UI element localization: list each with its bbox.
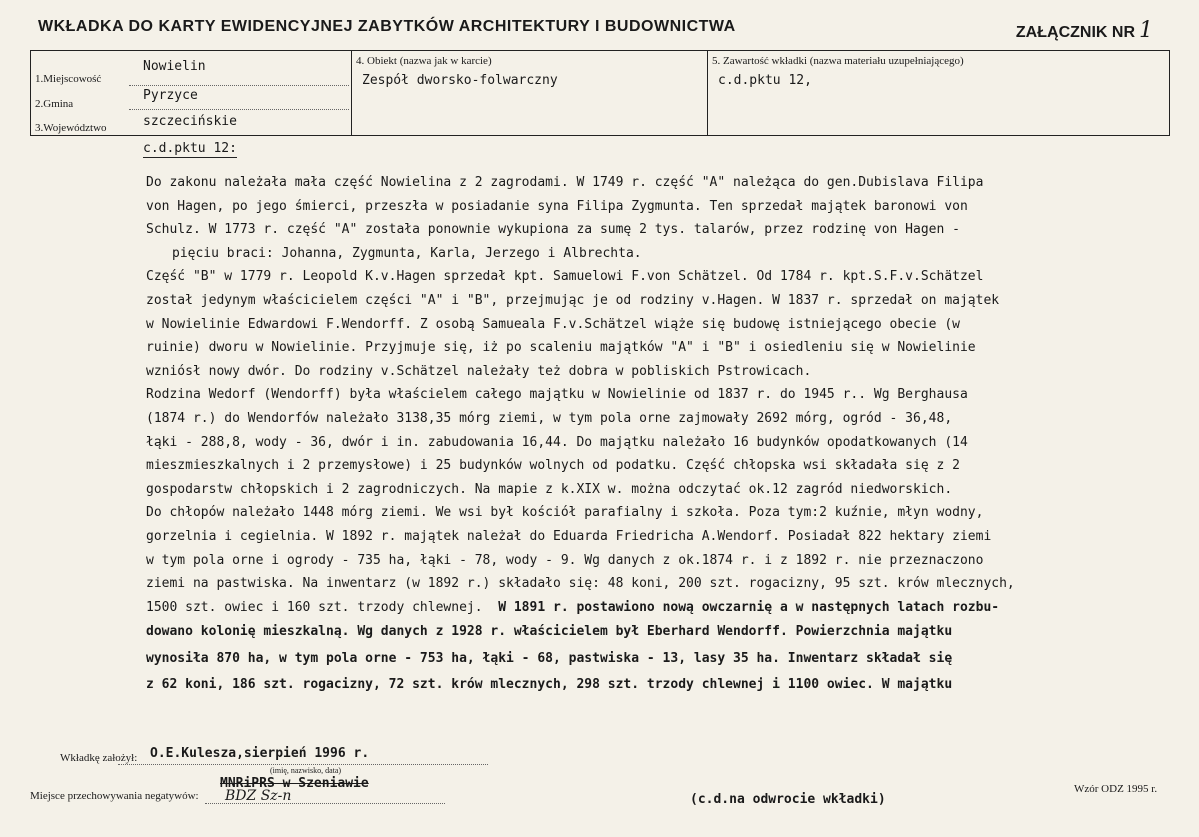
field-line-miejscowosc — [129, 85, 349, 86]
text-line: Rodzina Wedorf (Wendorff) była właścielem całego majątku w Nowielinie od 1837 r. do 1945 r.. Wg Berghausa — [146, 387, 968, 403]
text-line: Do chłopów należało 1448 mórg ziemi. We wsi był kościół parafialny i szkoła. Poza tym:2 kuźnie, młyn wodny, — [146, 505, 984, 521]
author-label: Wkładkę założył: — [60, 752, 138, 764]
info-box — [30, 50, 1170, 136]
text-line: gospodarstw chłopskich i 2 zagrodniczych. Na mapie z k.XIX w. można odczytać ok.12 zagród niedworskich. — [146, 481, 953, 497]
text-line: mieszmieszkalnych i 2 przemysłowe) i 25 budynków wolnych od podatku. Część chłopska wsi składała się z 2 — [146, 458, 960, 474]
text-segment: 1500 szt. owiec i 160 szt. trzody chlewnej. — [146, 599, 483, 615]
annex-label — [1016, 18, 1153, 43]
text-line: ruinie) dworu w Nowielinie. Przyjmuje się, iż po scaleniu majątków "A" i "B" i osiedleniu się w Nowielinie — [146, 340, 976, 356]
field-label-wojewodztwo: 3.Województwo — [35, 122, 107, 134]
field-value-zawartosc: c.d.pktu 12, — [718, 73, 812, 88]
author-value: O.E.Kulesza,sierpień 1996 r. — [150, 746, 370, 761]
text-line — [146, 596, 1156, 620]
field-value-miejscowosc: Nowielin — [143, 59, 206, 74]
body-text — [146, 171, 1156, 699]
text-line: Część "B" w 1779 r. Leopold K.v.Hagen sprzedał kpt. Samuelowi F.von Schätzel. Od 1784 r. kpt.S.F.v.Schätzel — [146, 269, 984, 285]
negatives-line — [205, 803, 445, 804]
text-line: ziemi na pastwiska. Na inwentarz (w 1892 r.) składało się: 48 koni, 200 szt. rogacizny, 95 szt. krów mlecznych, — [146, 576, 1015, 592]
text-line: pięciu braci: Johanna, Zygmunta, Karla, Jerzego i Albrechta. — [172, 245, 642, 261]
text-line: gorzelnia i cegielnia. W 1892 r. majątek należał do Eduarda Friedricha A.Wendorf. Posiadał 822 hektary ziemi — [146, 528, 992, 544]
text-line: von Hagen, po jego śmierci, przeszła w posiadanie syna Filipa Zygmunta. Ten sprzedał majątek baronowi von — [146, 198, 968, 214]
text-line: wzniósł nowy dwór. Do rodziny v.Schätzel należały też dobra w pobliskich Pstrowicach. — [146, 363, 812, 379]
text-line-bold: dowano kolonię mieszkalną. Wg danych z 1928 r. właścicielem był Eberhard Wendorff. Powierzchnia majątku — [146, 624, 953, 640]
annex-label-text: ZAŁĄCZNIK NR — [1015, 24, 1135, 41]
object-column — [351, 51, 707, 135]
author-hint: (imię, nazwisko, data) — [270, 766, 342, 775]
continued-note: (c.d.na odwrocie wkładki) — [690, 792, 886, 807]
text-line: w Nowielinie Edwardowi F.Wendorff. Z osobą Samueala F.v.Schätzel wiąże się budowę istniejącego obecie (w — [146, 316, 960, 332]
section-heading: c.d.pktu 12: — [143, 141, 237, 156]
field-label-zawartosc: 5. Zawartość wkładki (nazwa materiału uzupełniającego) — [712, 55, 964, 67]
field-value-wojewodztwo: szczecińskie — [143, 114, 237, 129]
text-line: został jedynym właścicielem części "A" i "B", przejmując je od rodziny v.Hagen. W 1837 r. sprzedał on majątek — [146, 292, 1000, 308]
field-label-miejscowosc: 1.Miejscowość — [35, 73, 102, 85]
negatives-struck-value: MNRiPRS w Szeniawie — [220, 776, 369, 791]
text-line: w tym pola orne i ogrody - 735 ha, łąki - 78, wody - 9. Wg danych z ok.1874 r. i z 1892 r. nie przeznaczono — [146, 552, 984, 568]
content-column — [707, 51, 1169, 135]
text-line: (1874 r.) do Wendorfów należało 3138,35 mórg ziemi, w tym pola orne zajmowały 2692 mórg, ogród - 36,48, — [146, 410, 953, 426]
text-line: Do zakonu należała mała część Nowielina z 2 zagrodami. W 1749 r. część "A" należąca do gen.Dubislava Filipa — [146, 175, 984, 190]
text-segment-bold: W 1891 r. postawiono nową owczarnię a w następnych latach rozbu- — [498, 599, 1000, 615]
text-line-bold: z 62 koni, 186 szt. rogacizny, 72 szt. krów mlecznych, 298 szt. trzody chlewnej i 1100 owiec. W majątku — [146, 677, 953, 693]
text-line: łąki - 288,8, wody - 36, dwór i in. zabudowania 16,44. Do majątku należało 16 budynków opodatkowanych (14 — [146, 434, 968, 450]
annex-number: 1 — [1139, 18, 1153, 43]
field-value-obiekt: Zespół dworsko-folwarczny — [362, 73, 558, 88]
negatives-handwritten-value: BDZ Sz-n — [225, 788, 292, 804]
field-line-gmina — [129, 109, 349, 110]
field-value-gmina: Pyrzyce — [143, 88, 198, 103]
text-line: Schulz. W 1773 r. część "A" została ponownie wykupiona za sumę 2 tys. talarów, przez rodzinę von Hagen - — [146, 222, 960, 238]
field-label-obiekt: 4. Obiekt (nazwa jak w karcie) — [356, 55, 492, 67]
author-line — [118, 764, 488, 765]
form-version: Wzór ODZ 1995 r. — [1074, 783, 1158, 795]
form-title: WKŁADKA DO KARTY EWIDENCYJNEJ ZABYTKÓW ARCHITEKTURY I BUDOWNICTWA — [38, 18, 736, 35]
text-line-bold: wynosiła 870 ha, w tym pola orne - 753 ha, łąki - 68, pastwiska - 13, lasy 35 ha. Inwentarz składał się — [146, 650, 953, 666]
field-label-gmina: 2.Gmina — [35, 98, 74, 110]
negatives-label: Miejsce przechowywania negatywów: — [30, 790, 199, 802]
